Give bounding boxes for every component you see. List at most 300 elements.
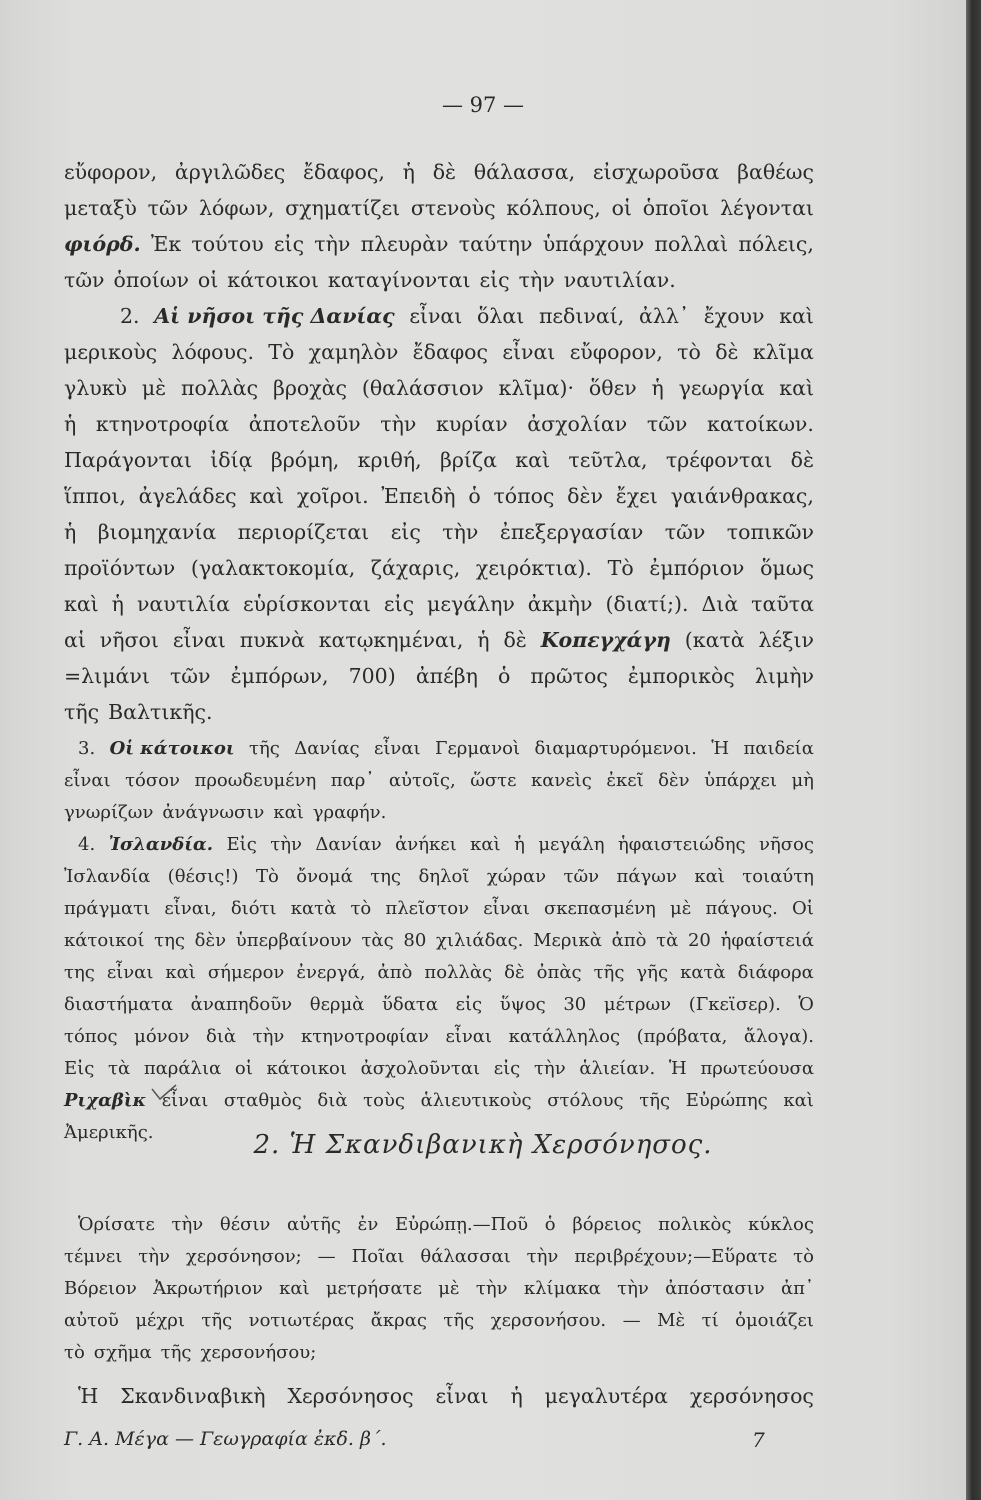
- word: τῆς: [160, 1342, 192, 1363]
- word: ἡ: [64, 412, 77, 436]
- word: πρῶτος: [530, 664, 608, 688]
- paragraph-line: [64, 594, 814, 615]
- word: κατὰ: [290, 898, 337, 919]
- word: ἡ: [477, 628, 490, 652]
- paragraph-line: [64, 486, 814, 507]
- footer-book-title: Γ. Α. Μέγα — Γεωγραφία ἐκδ. β΄.: [64, 1428, 387, 1450]
- word: ὅθεν: [588, 376, 637, 400]
- word: γνωρίζων: [64, 802, 154, 823]
- word: μεγάλην: [427, 592, 515, 616]
- word: πολλὰς: [181, 376, 259, 400]
- word: ἀποτελοῦν: [248, 412, 361, 436]
- item-number: 4.: [78, 834, 96, 855]
- word: τρέφονται: [665, 448, 773, 472]
- word: ὕψος: [499, 994, 546, 1015]
- word: ἐμπορικὸς: [627, 664, 735, 688]
- word: δὲ: [503, 628, 527, 652]
- word: εἶναι: [106, 962, 154, 983]
- word: μὲ: [670, 898, 692, 919]
- word: τὴν: [380, 412, 417, 436]
- word: λέγονται: [720, 196, 814, 220]
- word: τὴν: [533, 1058, 566, 1079]
- word: ἐπεξεργασίαν: [499, 520, 644, 544]
- word: εἶναι: [374, 738, 421, 759]
- word: εὔφορον,: [569, 340, 663, 364]
- word: ἀναπηδοῦν: [190, 994, 293, 1015]
- word: τὴν: [442, 520, 479, 544]
- word: χώραν: [486, 866, 547, 887]
- word: εἶναι: [161, 1090, 209, 1111]
- word: χαμηλὸν: [308, 340, 399, 364]
- word: χερσονήσου.: [490, 1310, 607, 1331]
- word: ὑπερβαίνουν: [235, 930, 352, 951]
- word: αὐτοῦ: [64, 1310, 119, 1331]
- word: οἱ: [197, 268, 219, 292]
- word: παιδεία: [743, 738, 814, 759]
- word: τόσον: [125, 770, 180, 791]
- question-line: [64, 1248, 814, 1266]
- note-line: [64, 804, 814, 822]
- word: Ἰσλανδία: [64, 866, 151, 887]
- word: καὶ: [779, 304, 814, 328]
- word: βόρειος: [572, 1214, 642, 1235]
- note-line: [78, 836, 814, 854]
- word: ὕδατα: [381, 994, 439, 1015]
- word: Διὰ: [701, 592, 739, 616]
- book-binding-edge: [966, 0, 981, 1500]
- word: τῆς: [249, 738, 280, 759]
- word: ἡ: [651, 376, 664, 400]
- word: Ὁρίσατε: [78, 1214, 155, 1235]
- word: κάτοικοι: [227, 268, 319, 292]
- word: εὑρίσκονται: [242, 592, 371, 616]
- word: της: [64, 962, 95, 983]
- word: θέσιν: [219, 1214, 271, 1235]
- word: κύκλος: [748, 1214, 814, 1235]
- word: κατῳκημέναι,: [318, 628, 464, 652]
- word: —: [622, 1310, 641, 1331]
- word: ἔδαφος: [412, 340, 489, 364]
- word: χερσονήσου;: [200, 1342, 317, 1363]
- word: τούτου: [191, 232, 264, 256]
- word: λέξιν: [758, 628, 814, 652]
- word: νῆσος: [759, 834, 814, 855]
- word: μεγάλη: [538, 834, 605, 855]
- word: τὴν: [138, 1246, 170, 1267]
- word: ἔχουν: [703, 304, 765, 328]
- word: τὰ: [656, 930, 679, 951]
- word: καὶ: [694, 866, 725, 887]
- word: στόλους: [547, 1090, 624, 1111]
- word: Γερμανοὶ: [434, 738, 521, 759]
- word: =λιμάνι: [64, 664, 150, 688]
- word: θερμὰ: [309, 994, 365, 1015]
- word: ἄκρας: [370, 1310, 427, 1331]
- page-number: — 97 —: [441, 93, 525, 117]
- paragraph-line: [64, 558, 814, 579]
- paragraph-line: [64, 378, 814, 399]
- word: οἱ: [234, 1058, 253, 1079]
- note-line: [64, 868, 814, 886]
- question-line: [64, 1344, 814, 1362]
- word: σήμερον: [207, 962, 285, 983]
- word: δηλοῖ: [418, 866, 470, 887]
- word: διάφορα: [737, 962, 814, 983]
- word: νοτιωτέρας: [248, 1310, 355, 1331]
- word: 30: [563, 994, 587, 1015]
- word: νῆσοι: [99, 628, 159, 652]
- word: χερσόνησον;: [185, 1246, 302, 1267]
- note-line: [64, 964, 814, 982]
- word: γεωργία: [678, 376, 765, 400]
- word: πολλαὶ: [654, 232, 729, 256]
- word: Τὸ: [268, 340, 295, 364]
- word: ἔδαφος,: [303, 160, 385, 184]
- word: δὲ: [432, 160, 457, 184]
- emphasized-term: φιόρδ.: [64, 232, 141, 256]
- word: πόλεις,: [738, 232, 814, 256]
- word: Χερσόνησος: [287, 1384, 414, 1408]
- word: ἀσχολοῦνται: [360, 1058, 481, 1079]
- word: τὴν: [252, 1026, 285, 1047]
- word: κόλπους,: [506, 196, 601, 220]
- word: τεῦτλα,: [568, 448, 648, 472]
- word: δὲ: [504, 962, 525, 983]
- word: καὶ: [273, 802, 304, 823]
- word: βρόμη,: [270, 448, 340, 472]
- word: τὰ: [107, 1058, 131, 1079]
- word: της: [370, 866, 402, 887]
- word: αἱ: [64, 628, 86, 652]
- word: περιβρέχουν;—Εὕρατε: [574, 1246, 778, 1267]
- word: πλευρὰν: [360, 232, 449, 256]
- word: αὐτοῖς,: [388, 770, 456, 791]
- emphasized-term: Οἱ κάτοικοι: [109, 738, 235, 759]
- word: καὶ: [279, 1278, 310, 1299]
- emphasized-term: Αἱ νῆσοι τῆς Δανίας: [154, 304, 395, 328]
- word: τῆς: [201, 1310, 233, 1331]
- paragraph-line: [64, 198, 814, 219]
- note-line: [78, 740, 814, 758]
- word: ἀπέβη: [415, 664, 478, 688]
- word: ἀκμὴν: [527, 592, 593, 616]
- word: τὸ: [793, 1246, 814, 1267]
- word: εἶναι: [502, 340, 556, 364]
- word: κτηνοτροφίαν: [300, 1026, 429, 1047]
- word: βρίζα: [440, 448, 497, 472]
- word: πάγους.: [705, 898, 778, 919]
- word: τὸ: [350, 898, 372, 919]
- word: της: [154, 930, 185, 951]
- word: ἁλιείαν.: [579, 1058, 656, 1079]
- word: τὸ: [64, 1342, 85, 1363]
- word: μετρήσατε: [325, 1278, 422, 1299]
- word: πλεῖστον: [385, 898, 470, 919]
- word: τῶν: [646, 412, 688, 436]
- word: ὄνομά: [296, 866, 353, 887]
- word: Ἡ: [711, 738, 730, 759]
- word: Ἡ: [78, 1384, 99, 1408]
- word: ἀπ᾽: [780, 1278, 814, 1299]
- word: ὁ: [497, 664, 511, 688]
- word: Τὸ: [607, 556, 634, 580]
- word: εἶναι: [445, 1026, 492, 1047]
- word: ἀπὸ: [611, 930, 647, 951]
- word: ἀλλ᾽: [639, 304, 690, 328]
- word: γλυκὺ: [64, 376, 127, 400]
- word: βιομηχανία: [97, 520, 217, 544]
- note-line: [64, 1028, 814, 1046]
- note-line: [64, 996, 814, 1014]
- word: μόνον: [134, 1026, 190, 1047]
- word: δὲν: [658, 770, 690, 791]
- word: οἱ: [611, 196, 632, 220]
- word: εἰς: [383, 592, 415, 616]
- word: (θαλάσσιον: [361, 376, 484, 400]
- word: ἡ: [514, 834, 525, 855]
- note-line: [64, 772, 814, 790]
- word: εἰσχωροῦσα: [592, 160, 720, 184]
- word: ὁποίων: [113, 268, 189, 292]
- word: διαστήματα: [64, 994, 174, 1015]
- word: ὁ: [468, 484, 481, 508]
- word: Οἱ: [792, 898, 814, 919]
- word: Ποῖαι: [351, 1246, 405, 1267]
- word: τοὺς: [363, 1090, 405, 1111]
- emphasized-term: Ριχαβὶκ: [64, 1090, 147, 1111]
- word: γῆς: [636, 962, 669, 983]
- word: τὴν: [171, 1214, 204, 1235]
- word: πρωτεύουσα: [700, 1058, 814, 1079]
- paragraph-line: [64, 414, 814, 435]
- word: διὰ: [317, 1090, 348, 1111]
- word: πράγματι: [64, 898, 151, 919]
- word: ἡ: [111, 592, 124, 616]
- word: κατάλληλος: [508, 1026, 621, 1047]
- word: πολικὸς: [658, 1214, 732, 1235]
- word: ταύτην: [458, 232, 533, 256]
- word: μέτρων: [603, 994, 672, 1015]
- word: τὴν: [475, 1278, 508, 1299]
- word: τὴν: [617, 1278, 649, 1299]
- word: Βαλτικῆς.: [108, 700, 213, 724]
- word: διότι: [230, 898, 277, 919]
- word: λιμὴν: [754, 664, 814, 688]
- word: κλῖμα)·: [498, 376, 575, 400]
- word: χερσόνησος: [689, 1384, 814, 1408]
- word: δὲ: [715, 340, 739, 364]
- word: εἰς: [493, 1058, 521, 1079]
- word: 80: [403, 930, 427, 951]
- word: μὲ: [438, 1278, 460, 1299]
- word: Εἰς: [64, 1058, 95, 1079]
- word: εἶναι: [172, 628, 226, 652]
- word: μερικοὺς: [64, 340, 158, 364]
- word: τῆς: [593, 962, 625, 983]
- word: κατὰ: [680, 962, 726, 983]
- word: ὥστε: [470, 770, 517, 791]
- paragraph-line: [64, 270, 814, 291]
- word: Ἀμερικῆς.: [64, 1122, 154, 1143]
- word: τῆς: [639, 1090, 671, 1111]
- word: τὰς: [361, 930, 394, 951]
- paragraph-line: [64, 630, 814, 651]
- emphasized-term: Ἰσλανδία.: [108, 834, 214, 855]
- word: γαιάνθρακας,: [670, 484, 814, 508]
- pencil-check-mark-icon: [150, 1083, 178, 1101]
- word: Εὐρώπῃ.—Ποῦ: [394, 1214, 529, 1235]
- word: ὁποῖοι: [642, 196, 710, 220]
- note-line: [64, 932, 814, 950]
- word: ἡφαίστειά: [720, 930, 814, 951]
- word: θάλασσα,: [473, 160, 576, 184]
- word: ὅλαι: [477, 304, 525, 328]
- word: Ἐπειδὴ: [381, 484, 456, 508]
- word: —: [317, 1246, 336, 1267]
- word: εἶναι: [64, 770, 111, 791]
- word: 20: [687, 930, 711, 951]
- word: κλίμακα: [523, 1278, 601, 1299]
- word: εὔφορον,: [64, 160, 158, 184]
- word: μεταξὺ: [64, 196, 137, 220]
- word: τοπικῶν: [726, 520, 814, 544]
- word: τῶν: [64, 268, 105, 292]
- paragraph-line: [64, 342, 814, 363]
- paragraph-line: [64, 522, 814, 543]
- word: Ἀκρωτήριον: [153, 1278, 263, 1299]
- word: ἐμπόρων,: [230, 664, 329, 688]
- word: εἰς: [455, 994, 483, 1015]
- word: ἄλογα).: [743, 1026, 814, 1047]
- paragraph-line: [64, 702, 814, 723]
- word: κυρίαν: [436, 412, 508, 436]
- word: Παράγονται: [64, 448, 192, 472]
- word: λόφων,: [198, 196, 275, 220]
- word: σκεπασμένη: [543, 898, 656, 919]
- word: καὶ: [165, 962, 196, 983]
- word: αὐτῆς: [287, 1214, 341, 1235]
- word: χοῖροι.: [296, 484, 369, 508]
- word: στενοὺς: [410, 196, 496, 220]
- word: καὶ: [249, 484, 285, 508]
- word: εἶναι,: [164, 898, 217, 919]
- word: 700): [348, 664, 396, 688]
- word: προωδευμένη: [194, 770, 317, 791]
- word: εἰς: [273, 232, 305, 256]
- item-number: 3.: [78, 738, 96, 759]
- word: εἶναι: [483, 898, 530, 919]
- word: Τὸ: [255, 866, 279, 887]
- word: (κατὰ: [684, 628, 745, 652]
- word: ἡ: [402, 160, 415, 184]
- word: δὲν: [194, 930, 227, 951]
- word: κλῖμα: [752, 340, 814, 364]
- word: καὶ: [64, 592, 99, 616]
- paragraph-line: [64, 162, 814, 183]
- word: ἰδίᾳ: [210, 448, 253, 472]
- word: Δανίαν: [315, 834, 382, 855]
- paragraph-line: [64, 234, 814, 255]
- word: δὲ: [790, 448, 814, 472]
- word: μέχρι: [135, 1310, 185, 1331]
- word: Ἐκ: [150, 232, 182, 256]
- word: παρ᾽: [330, 770, 375, 791]
- word: πυκνὰ: [239, 628, 305, 652]
- item-number: 2.: [120, 304, 140, 328]
- word: τὴν: [526, 1246, 559, 1267]
- paragraph-line: [64, 666, 814, 687]
- word: ἡφαιστειώδης: [617, 834, 746, 855]
- word: ἁλιευτικοὺς: [420, 1090, 532, 1111]
- word: ἀπὸ: [377, 962, 413, 983]
- word: κάτοικοι: [266, 1058, 347, 1079]
- word: (θέσις!): [167, 866, 239, 887]
- word: γραφήν.: [312, 802, 387, 823]
- word: δὲν: [567, 484, 603, 508]
- word: καὶ: [470, 834, 501, 855]
- word: μεγαλυτέρα: [544, 1384, 669, 1408]
- word: χειρόκτια).: [475, 556, 592, 580]
- word: λόφους.: [171, 340, 254, 364]
- word: τῶν: [147, 196, 189, 220]
- question-line: [64, 1312, 814, 1330]
- word: σχηματίζει: [285, 196, 401, 220]
- word: βαθέως: [737, 160, 814, 184]
- word: μὲ: [141, 376, 167, 400]
- word: ἀσχολίαν: [527, 412, 628, 436]
- word: (Γκεϊσερ).: [688, 994, 781, 1015]
- word: τὴν: [518, 268, 555, 292]
- word: καὶ: [779, 376, 814, 400]
- word: θάλασσαι: [420, 1246, 511, 1267]
- word: ὁμοιάζει: [735, 1310, 814, 1331]
- word: τῆς: [443, 1310, 475, 1331]
- word: τῶν: [169, 664, 211, 688]
- word: πεδιναί,: [538, 304, 625, 328]
- word: ταῦτα: [751, 592, 814, 616]
- word: διὰ: [206, 1026, 237, 1047]
- word: Δανίας: [294, 738, 360, 759]
- word: προϊόντων: [64, 556, 176, 580]
- word: ὑπάρχει: [704, 770, 777, 791]
- word: Σκανδιναβικὴ: [120, 1384, 266, 1408]
- word: (διατί;).: [605, 592, 689, 616]
- word: τέμνει: [64, 1246, 123, 1267]
- word: ἐκεῖ: [606, 770, 644, 791]
- word: ἡ: [64, 520, 77, 544]
- word: ἀνήκει: [395, 834, 457, 855]
- word: ἐν: [357, 1214, 379, 1235]
- word: εἰς: [390, 520, 421, 544]
- word: κτηνοτροφία: [95, 412, 230, 436]
- word: τὴν: [270, 834, 302, 855]
- word: Μερικὰ: [533, 930, 602, 951]
- word: ναυτιλίαν.: [563, 268, 676, 292]
- word: ἵπποι,: [64, 484, 126, 508]
- word: εἶναι: [435, 1384, 489, 1408]
- word: κάτοικοί: [64, 930, 145, 951]
- word: καὶ: [783, 1090, 814, 1111]
- word: τὸ: [677, 340, 701, 364]
- word: ὀπὰς: [536, 962, 582, 983]
- word: κατοίκων.: [707, 412, 814, 436]
- word: ὁ: [544, 1214, 556, 1235]
- emphasized-term: Κοπεγχάγη: [540, 628, 671, 652]
- word: Ὁ: [798, 994, 814, 1015]
- word: εἶναι: [409, 304, 463, 328]
- word: καὶ: [515, 448, 550, 472]
- word: (γαλακτοκομία,: [190, 556, 356, 580]
